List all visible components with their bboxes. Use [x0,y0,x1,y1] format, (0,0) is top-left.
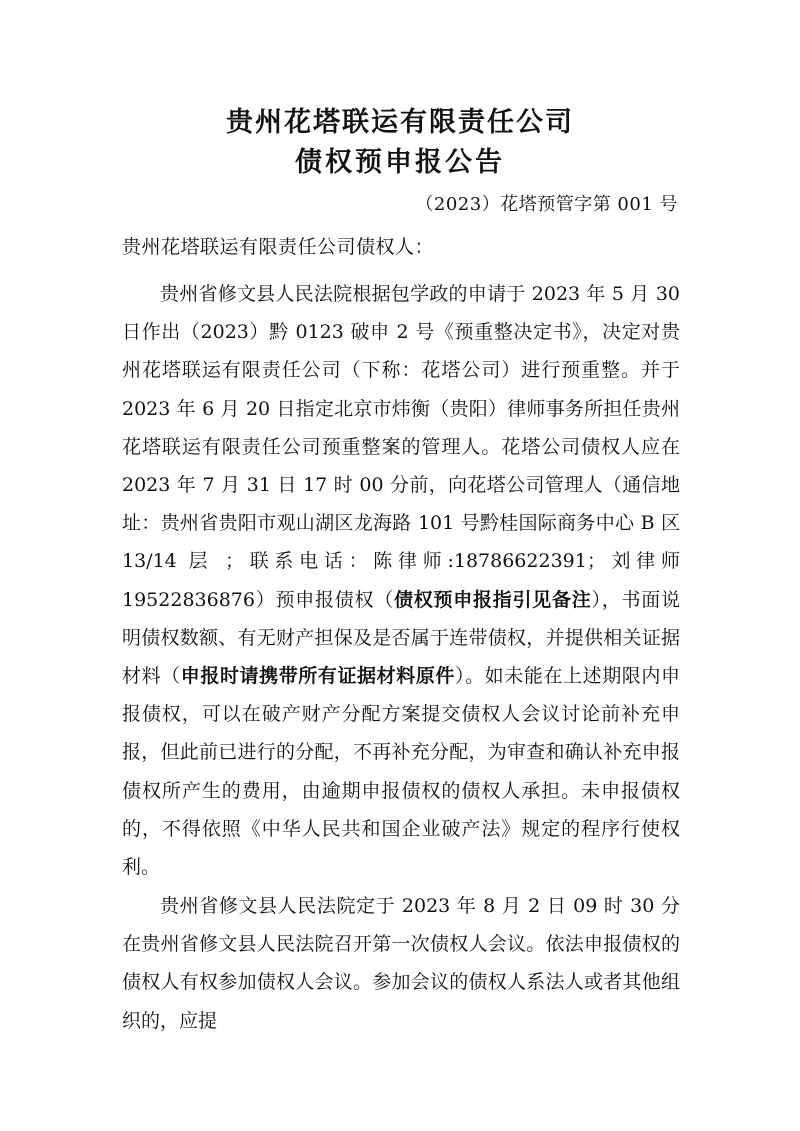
bold-note-guideline: 债权预申报指引见备注 [393,588,592,611]
paragraph-creditors-meeting [122,887,680,1040]
paragraph-claim-declaration [122,275,680,886]
paragraph-text-part: ），书面说明债权数额、有无财产担保及是否属于连带债权，并提供相关证据材料（ [122,588,680,688]
bold-note-originals: 申报时请携带所有证据材料原件 [180,665,455,688]
document-title-notice: 债权预申报公告 [295,147,505,178]
paragraph-text-part: 贵州省修文县人民法院根据包学政的申请于 2023 年 5 月 30 日作出（2023）黔 0123 破申 2 号《预重整决定书》，决定对贵州花塔联运有限责任公司（下称：花塔公司）进行预重整。并于 2023 年 6 月 20 日指定北京市炜衡（贵阳）律师事务所担任贵州花塔联运有限责任公司预重整案的管理人。花塔公司债权人应在 2023 年 7 月 31 日 17 时 00 分前，向花塔公司管理人（通信地址：贵州省贵阳市观山湖区龙海路 101 号黔桂国际商务中心 B 区 13/14 层 ；联系电话：陈律师:18786622391；刘律师 19522836876）预申报债权（ [122,283,680,611]
paragraph-text-part: ）。如未能在上述期限内申报债权，可以在破产财产分配方案提交债权人会议讨论前补充申报，但此前已进行的分配，不再补充分配，为审查和确认补充申报债权所产生的费用，由逾期申报债权的债权人承担。未申报债权的，不得依照《中华人民共和国企业破产法》规定的程序行使权利。 [122,665,680,879]
paragraph-text: 贵州省修文县人民法院定于 2023 年 8 月 2 日 09 时 30 分在贵州省修文县人民法院召开第一次债权人会议。依法申报债权的债权人有权参加债权人会议。参加会议的债权人系法人或者其他组织的，应提 [122,895,680,1032]
addressee-line: 贵州花塔联运有限责任公司债权人： [122,236,435,258]
document-number: （2023）花塔预管字第 001 号 [415,194,678,215]
paragraph-text [122,275,680,886]
document-title-company: 贵州花塔联运有限责任公司 [226,107,574,138]
